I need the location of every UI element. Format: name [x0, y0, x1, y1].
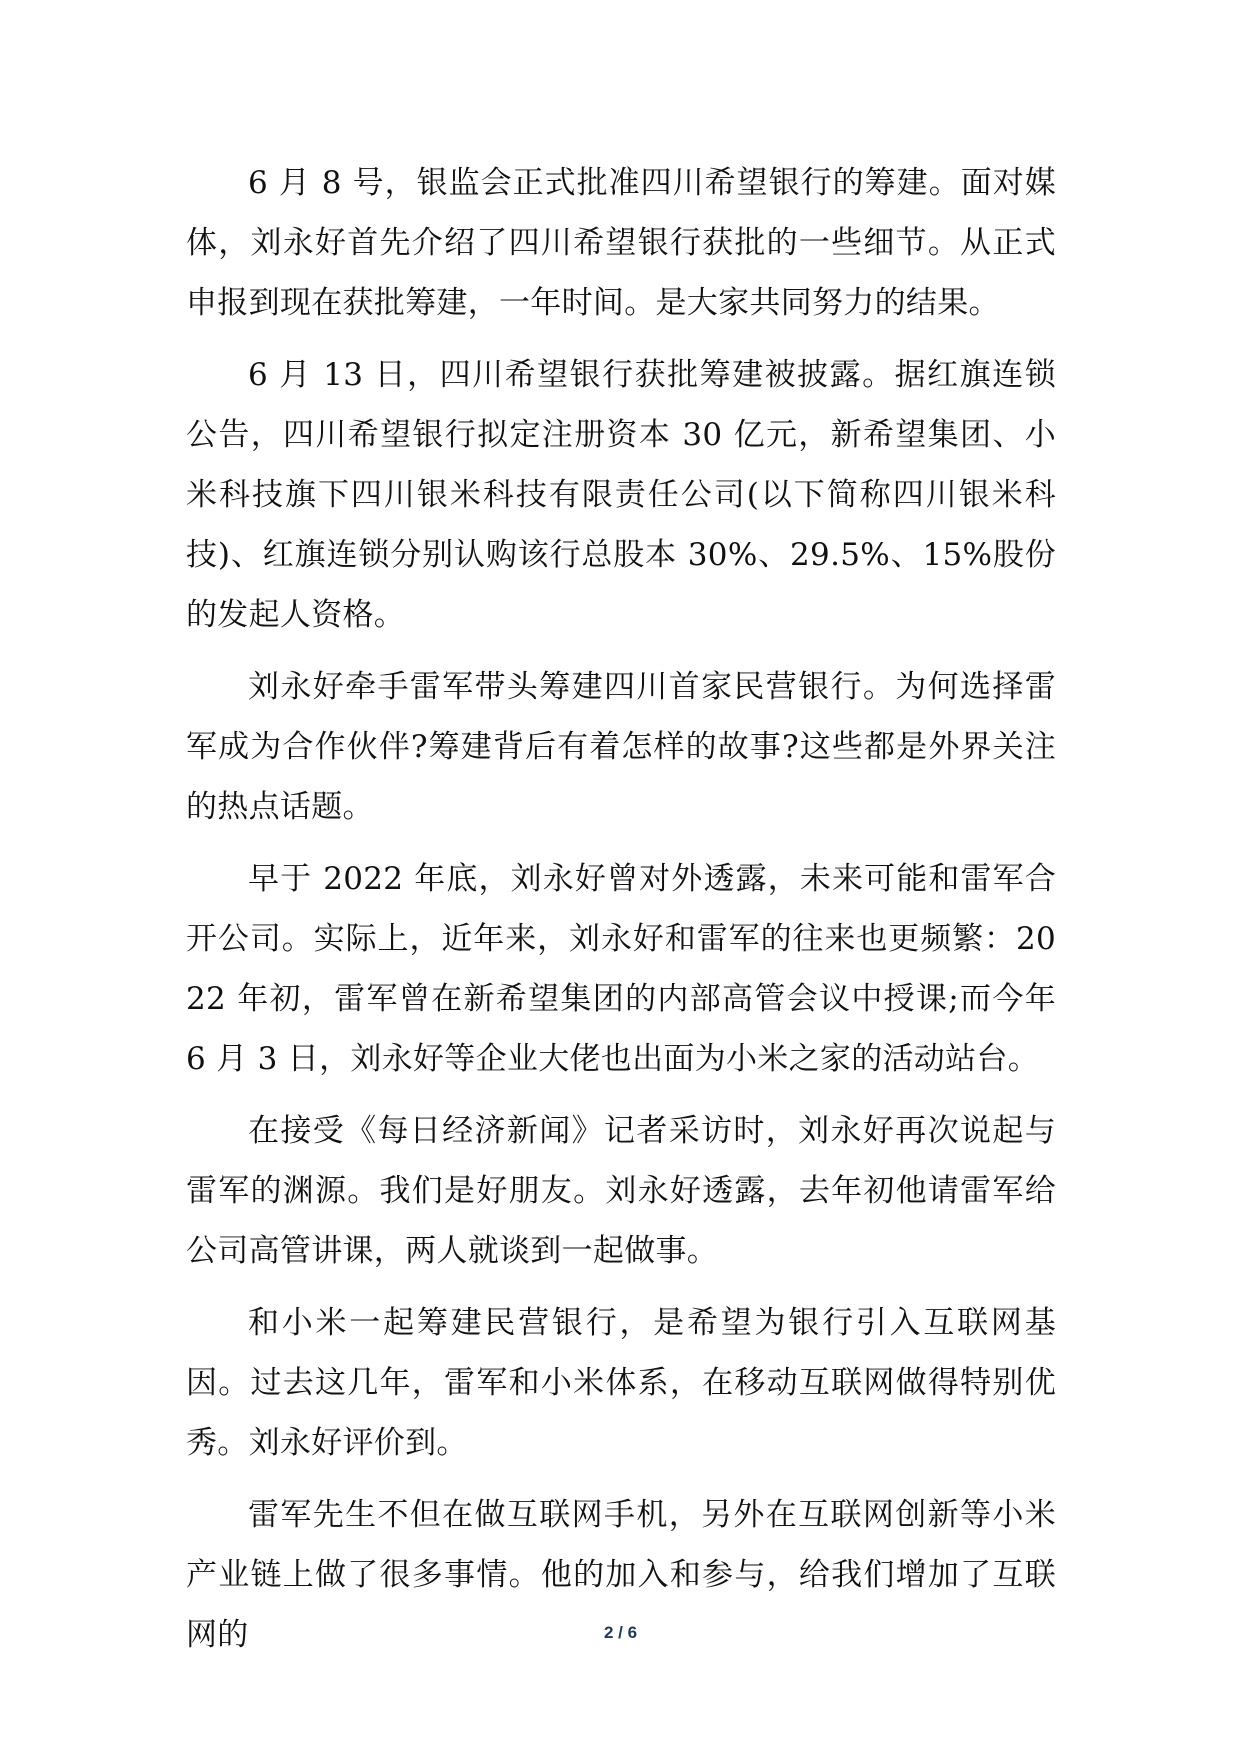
paragraph-3: 刘永好牵手雷军带头筹建四川首家民营银行。为何选择雷军成为合作伙伴?筹建背后有着怎样的故事?这些都是外界关注的热点话题。 — [186, 669, 1056, 825]
page-number: 2 / 6 — [603, 1623, 638, 1642]
paragraph-4: 早于 2022 年底，刘永好曾对外透露，未来可能和雷军合开公司。实际上，近年来，刘永好和雷军的往来也更频繁：2022 年初，雷军曾在新希望集团的内部高管会议中授课;而今年 6 月 3 日，刘永好等企业大佬也出面为小米之家的活动站台。 — [186, 861, 1056, 1077]
paragraph-7: 雷军先生不但在做互联网手机，另外在互联网创新等小米产业链上做了很多事情。他的加入和参与，给我们增加了互联网的 — [186, 1497, 1056, 1653]
paragraph-1: 6 月 8 号，银监会正式批准四川希望银行的筹建。面对媒体，刘永好首先介绍了四川希望银行获批的一些细节。从正式申报到现在获批筹建，一年时间。是大家共同努力的结果。 — [186, 165, 1056, 321]
document-body — [186, 153, 1056, 1677]
paragraph-5: 在接受《每日经济新闻》记者采访时，刘永好再次说起与雷军的渊源。我们是好朋友。刘永好透露，去年初他请雷军给公司高管讲课，两人就谈到一起做事。 — [186, 1113, 1056, 1269]
paragraph-2: 6 月 13 日，四川希望银行获批筹建被披露。据红旗连锁公告，四川希望银行拟定注册资本 30 亿元，新希望集团、小米科技旗下四川银米科技有限责任公司(以下简称四川银米科技)、红旗连锁分别认购该行总股本 30%、29.5%、15%股份的发起人资格。 — [186, 357, 1056, 633]
paragraph-6: 和小米一起筹建民营银行，是希望为银行引入互联网基因。过去这几年，雷军和小米体系，在移动互联网做得特别优秀。刘永好评价到。 — [186, 1305, 1056, 1461]
